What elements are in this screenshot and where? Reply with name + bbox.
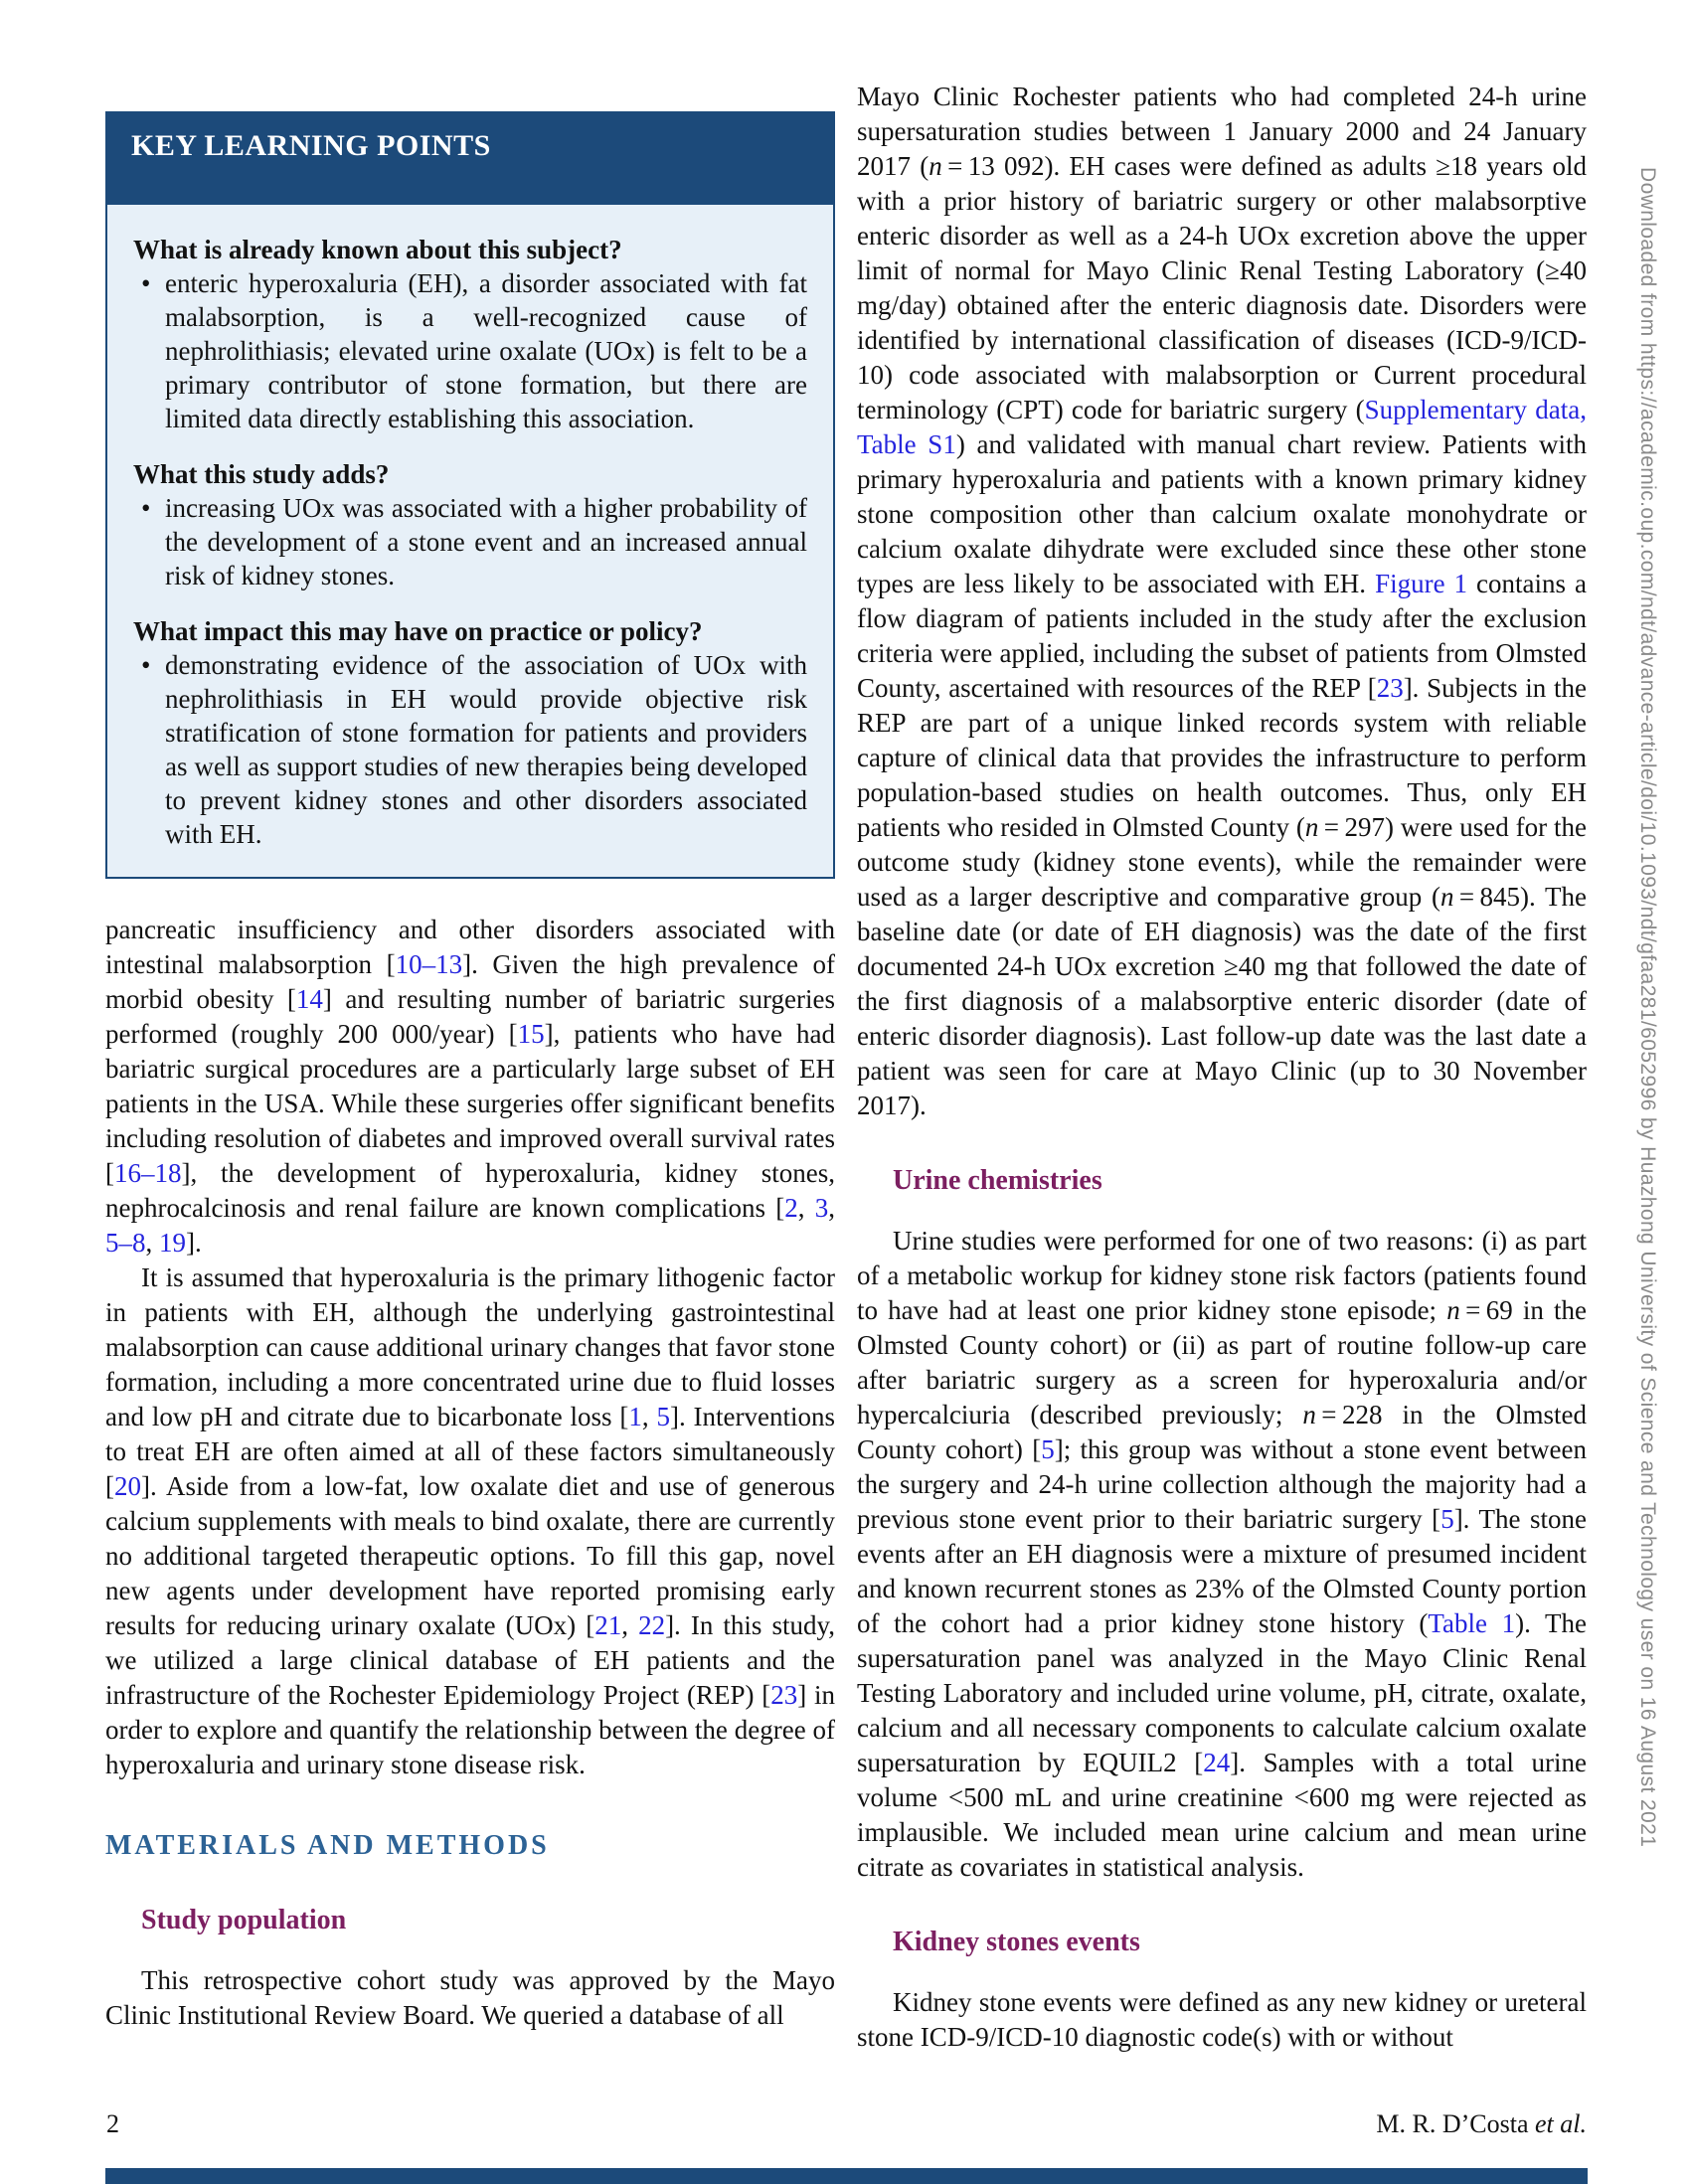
text-segment: , (797, 1193, 815, 1223)
italic-variable: n (1302, 1400, 1316, 1429)
citation-link[interactable]: 3 (814, 1193, 829, 1223)
citation-link[interactable]: 24 (1203, 1748, 1231, 1777)
text-segment: ], patients who have had bariatric surgical procedures are a particularly large subset of EH patients in the USA. While these surgeries offer significant benefits including resolution of diabetes and improved overall survival rates [ (105, 1019, 836, 1188)
text-segment: ]. Aside from a low-fat, low oxalate diet and use of generous calcium supplements with meals to bind oxalate, there are currently no additional targeted therapeutic options. To fill this gap, novel new agents under development have reported promising early results for reducing urinary oxalate (UOx) [ (105, 1471, 835, 1640)
citation-link[interactable]: 20 (114, 1471, 141, 1501)
citation-link[interactable]: 5–8 (105, 1228, 146, 1258)
italic-variable: n (1446, 1295, 1460, 1325)
klp-section-heading: What is already known about this subject? (133, 235, 622, 264)
klp-section-heading: What this study adds? (133, 459, 390, 489)
materials-and-methods-heading: MATERIALS AND METHODS (105, 1830, 550, 1861)
text-segment: Mayo Clinic Rochester patients who had completed 24-h urine supersaturation studies between 1 January 2000 and 24 January 2017 ( (857, 82, 1587, 181)
text-segment: ]; this group was without a stone event between the surgery and 24-h urine collection although the majority had a previous stone event prior to their bariatric surgery [ (857, 1434, 1587, 1534)
text-segment: ]. In this study, we utilized a large clinical database of EH patients and the infrastructure of the Rochester Epidemiology Project (REP) [ (105, 1610, 836, 1710)
citation-link[interactable]: Table 1 (1428, 1608, 1516, 1638)
study-population-heading: Study population (141, 1905, 347, 1935)
citation-link[interactable]: Figure 1 (1375, 569, 1468, 598)
citation-link[interactable]: 14 (295, 984, 323, 1014)
citation-link[interactable]: 10–13 (395, 949, 463, 979)
text-segment: ], the development of hyperoxaluria, kidney stones, nephrocalcinosis and renal failure are known complications [ (105, 1158, 835, 1223)
text-segment: pancreatic insufficiency and other disorders associated with intestinal malabsorption [ (105, 915, 835, 979)
download-watermark: Downloaded from https://academic.oup.com/ndt/advance-article/doi/10.1093/ndt/gfaa281/6052996 by Huazhong University of Science and Technology user on 16 August 2021 (1636, 167, 1659, 1848)
text-segment: , (145, 1228, 159, 1258)
text-segment: = 69 in the Olmsted County cohort) or (ii) as part of routine follow-up care after bariatric surgery as a screen for hyperoxaluria and/or hypercalciuria (described previously; (857, 1295, 1587, 1429)
running-author-name: M. R. D’Costa (1376, 2109, 1535, 2138)
key-learning-points-body (107, 205, 833, 877)
running-author-etal: et al. (1535, 2109, 1587, 2138)
text-segment: ]. Interventions to treat EH are often aimed at all of these factors simultaneously [ (105, 1402, 836, 1501)
italic-variable: n (929, 151, 942, 181)
citation-link[interactable]: 21 (594, 1610, 622, 1640)
kidney-stones-events-heading: Kidney stones events (893, 1927, 1140, 1957)
klp-section-adds (133, 457, 807, 592)
citation-link[interactable]: 15 (517, 1019, 545, 1049)
citation-link[interactable]: 19 (159, 1228, 186, 1258)
text-segment: = 297) were used for the outcome study (kidney stone events), while the remainder were used as a larger descriptive and comparative group ( (857, 812, 1587, 912)
paragraph-study-population-continued (857, 80, 1587, 1123)
citation-link[interactable]: Supplementary data, Table S1 (857, 395, 1587, 459)
text-segment: ) and validated with manual chart review. Patients with primary hyperoxaluria and patients with a known primary kidney stone composition other than calcium oxalate monohydrate or calcium oxalate dihydrate were excluded since these other stone types are less likely to be associated with EH. (857, 429, 1587, 598)
text-segment: This retrospective cohort study was approved by the Mayo Clinic Institutional Review Board. We queried a database of all (105, 1965, 835, 2030)
citation-link[interactable]: 22 (638, 1610, 666, 1640)
citation-link[interactable]: 23 (1376, 673, 1404, 703)
key-learning-points-title: KEY LEARNING POINTS (107, 113, 833, 205)
bottom-rule-bar (105, 2168, 1588, 2184)
text-segment: Kidney stone events were defined as any new kidney or ureteral stone ICD-9/ICD-10 diagnostic code(s) with or without (857, 1987, 1587, 2052)
italic-variable: n (1304, 812, 1319, 842)
text-segment: ]. Samples with a total urine volume <500 mL and urine creatinine <600 mg were rejected as implausible. We included mean urine calcium and mean urine citrate as covariates in statistical analysis. (857, 1748, 1588, 1882)
text-segment: ]. Given the high prevalence of morbid obesity [ (105, 949, 835, 1014)
text-segment: = 845). The baseline date (or date of EH diagnosis) was the date of the first documented 24-h UOx excretion ≥40 mg that followed the date of the first diagnosis of a malabsorptive enteric disorder (date of enteric disorder diagnosis). Last follow-up date was the last date a patient was seen for care at Mayo Clinic (up to 30 November 2017). (857, 882, 1587, 1120)
klp-section-heading: What impact this may have on practice or policy? (133, 616, 703, 646)
text-segment: It is assumed that hyperoxaluria is the primary lithogenic factor in patients with EH, although the underlying gastrointestinal malabsorption can cause additional urinary changes that favor stone formation, including a more concentrated urine due to fluid losses and low pH and citrate due to bicarbonate loss [ (105, 1262, 835, 1431)
citation-link[interactable]: 16–18 (114, 1158, 182, 1188)
urine-chemistries-heading: Urine chemistries (893, 1165, 1102, 1196)
klp-bullet: • increasing UOx was associated with a higher probability of the development of a stone event and an increased annual risk of kidney stones. (133, 491, 807, 592)
text-segment: = 13 092). EH cases were defined as adults ≥18 years old with a prior history of bariatric surgery or other malabsorptive enteric disorder as well as a 24-h UOx excretion above the upper limit of normal for Mayo Clinic Renal Testing Laboratory (≥40 mg/day) obtained after the enteric diagnosis date. Disorders were identified by international classification of diseases (ICD-9/ICD-10) code associated with malabsorption or Current procedural terminology (CPT) code for bariatric surgery ( (857, 151, 1587, 424)
citation-link[interactable]: 5 (656, 1402, 670, 1431)
page-number: 2 (106, 2109, 119, 2138)
klp-section-impact (133, 614, 807, 851)
text-segment: , (828, 1193, 835, 1223)
klp-section-known (133, 233, 807, 435)
text-segment: , (641, 1402, 657, 1431)
citation-link[interactable]: 5 (1440, 1504, 1454, 1534)
key-learning-points-box (105, 111, 835, 879)
citation-link[interactable]: 1 (628, 1402, 642, 1431)
right-column (857, 80, 1587, 2055)
text-segment: = 228 in the Olmsted County cohort) [ (857, 1400, 1587, 1464)
klp-bullet: • enteric hyperoxaluria (EH), a disorder associated with fat malabsorption, is a well-recognized cause of nephrolithiasis; elevated urine oxalate (UOx) is felt to be a primary contributor of stone formation, but there are limited data directly establishing this association. (133, 266, 807, 435)
text-segment: , (621, 1610, 639, 1640)
citation-link[interactable]: 5 (1041, 1434, 1055, 1464)
text-segment: ] and resulting number of bariatric surgeries performed (roughly 200 000/year) [ (105, 984, 835, 1049)
text-segment: contains a flow diagram of patients included in the study after the exclusion criteria were applied, including the subset of patients from Olmsted County, ascertained with resources of the REP [ (857, 569, 1588, 703)
running-author (1376, 2109, 1587, 2139)
paragraph-intro-continued (105, 913, 835, 1260)
italic-variable: n (1440, 882, 1454, 912)
citation-link[interactable]: 2 (784, 1193, 798, 1223)
left-column (105, 111, 835, 2033)
text-segment: ]. Subjects in the REP are part of a unique linked records system with reliable capture of clinical data that provides the infrastructure to perform population-based studies on health outcomes. Thus, only EH patients who resided in Olmsted County ( (857, 673, 1587, 842)
text-segment: ]. The stone events after an EH diagnosis were a mixture of presumed incident and known recurrent stones as 23% of the Olmsted County portion of the cohort had a prior kidney stone history ( (857, 1504, 1587, 1638)
text-segment: ]. (186, 1228, 202, 1258)
paragraph-study-population (105, 1963, 835, 2033)
paragraph-urine-chemistries (857, 1224, 1587, 1885)
text-segment: Urine studies were performed for one of two reasons: (i) as part of a metabolic workup for kidney stone risk factors (patients found to have had at least one prior kidney stone episode; (857, 1226, 1587, 1325)
klp-bullet: • demonstrating evidence of the association of UOx with nephrolithiasis in EH would provide objective risk stratification of stone formation for patients and providers as well as support studies of new therapies being developed to prevent kidney stones and other disorders associated with EH. (133, 648, 807, 851)
paragraph-kidney-stones-events (857, 1985, 1587, 2055)
text-segment: ). The supersaturation panel was analyzed in the Mayo Clinic Renal Testing Laboratory and included urine volume, pH, citrate, oxalate, calcium and all necessary components to calculate calcium oxalate supersaturation by EQUIL2 [ (857, 1608, 1588, 1777)
citation-link[interactable]: 23 (770, 1680, 798, 1710)
paragraph-hyperoxaluria-assumed (105, 1260, 835, 1782)
text-segment: ] in order to explore and quantify the relationship between the degree of hyperoxaluria and urinary stone disease risk. (105, 1680, 835, 1779)
